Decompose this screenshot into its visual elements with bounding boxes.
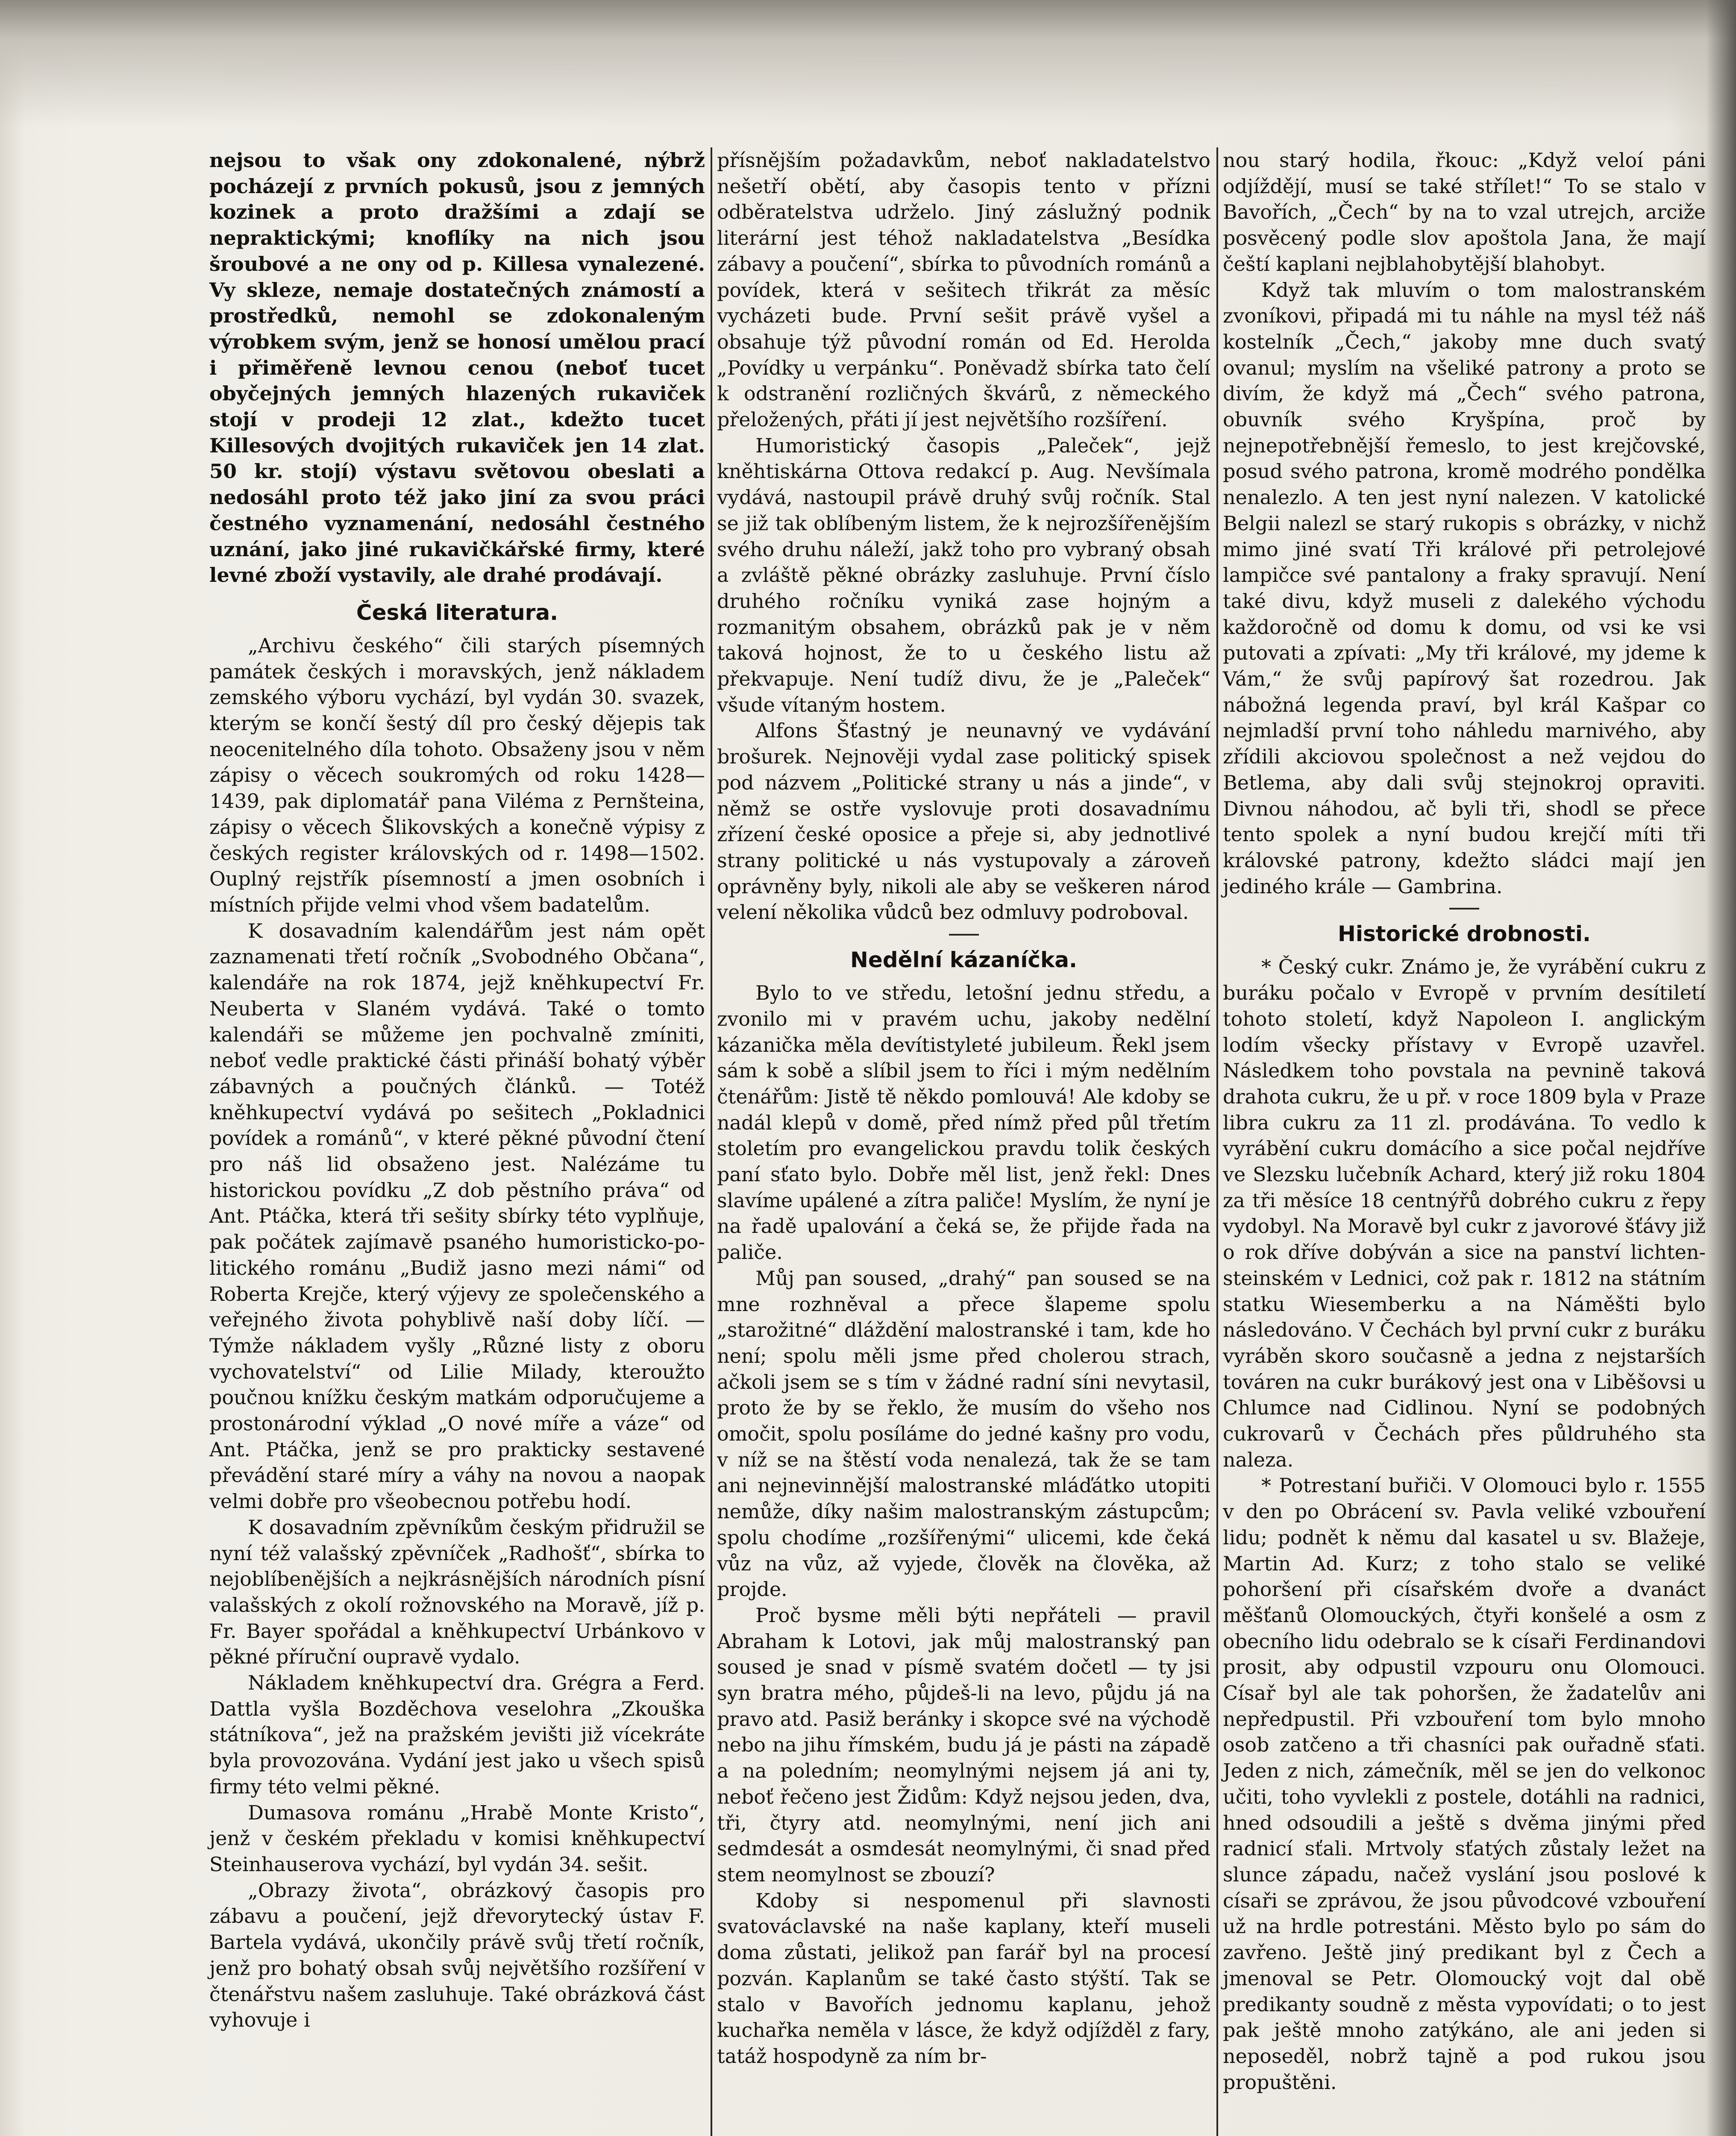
article-paragraph: Bylo to ve středu, letošní jednu středu, a zvonilo mi v pravém uchu, jakoby nedělní kázanička měla devítistyleté jubileum. Řekl jsem sám k sobě a slíbil jsem to říci i mým nedělním čtenářům: Jistě tě někdo pomlouvá! Ale kdoby se nadál klepů v domě, před nímž před půl třetím stoletím pro evangelickou pravdu tolik českých paní sťato bylo. Dobře měl list, jenž řekl: Dnes slavíme upálené a zítra paliče! Myslím, že nyní je na řadě upalování a čeká se, že přijde řada na paliče.: [717, 981, 1210, 1264]
article-paragraph: Kdoby si nespomenul při slavnosti svatováclavské na naše kaplany, kteří museli doma zůstati, jelikož pan farář byl na procesí pozván. Kaplanům se také často stýští. Tak se stalo v Bavořích jednomu kaplanu, jehož kuchařka neměla v lásce, že když odjížděl z fary, tatáž hospodyně za ním br-: [717, 1889, 1210, 2068]
article-paragraph: Nákladem kněhkupectví dra. Grégra a Ferd. Dattla vyšla Bozděchova veselohra „Zkouška státníkova“, jež na pražském jevišti již vícekráte byla provozována. Vydání jest jako u všech spisů firmy této velmi pěkné.: [209, 1671, 705, 1798]
article-paragraph: „Obrazy života“, obrázkový časopis pro zábavu a poučení, jejž dřevorytecký ústav F. Bartela vydává, ukončily právě svůj třetí ročník, jenž pro bohatý obsah svůj největšího rozšíření v čtenářstvu našem zasluhuje. Také obrázková část vyhovuje i: [209, 1878, 705, 2032]
section-heading-historicke-drobnosti: Historické drobnosti.: [1338, 921, 1591, 947]
article-paragraph: Můj pan soused, „drahý“ pan soused se na mne rozhněval a přece šlapeme spolu „starožitné“ dláždění malostranské i tam, kde ho není; spolu měli jsme před cholerou strach, ačkoli jsem se s tím v žádné radní síni nevytasil, proto že by se řeklo, že musím do všeho nos omočit, spolu posíláme do jedné kašny pro vodu, v níž se na štěstí voda nenalezá, tak že se tam ani nejnevinnější malostranské mláďátko utopiti nemůže, díky našim malostranským zástupcům; spolu chodíme „rozšířenými“ ulicemi, kde čeká vůz na vůz, až vyjede, člověk na člověka, až projde.: [717, 1266, 1210, 1601]
column-right: [1223, 147, 1706, 2095]
article-paragraph: K dosavadním zpěvníkům českým přidružil se nyní též valašský zpěvníček „Radhošť“, sbírka to nejoblíbenějších a nejkrásnějších národních písní valašských z okolí rožnovského na Moravě, jíž p. Fr. Bayer spořádal a kněhkupectví Urbánkovo v pěkné příruční oupravě vydalo.: [209, 1515, 705, 1669]
column-divider: [711, 147, 712, 2136]
article-paragraph: Proč bysme měli býti nepřáteli — pravil Abraham k Lotovi, jak můj malostranský pan soused je snad v písmě svatém dočetl — ty jsi syn bratra mého, půjdeš-li na levo, půjdu já na pravo atd. Pasiž beránky i skopce své na východě nebo na jihu římském, budu já je pásti na západě a na poledním; neomylnými nejsem já ani ty, neboť řečeno jest Židům: Když nejsou jeden, dva, tři, čtyry atd. neomylnými, není jich ani sedmdesát a osmdesát neomylnými, či snad před stem neomylnost se zbouzí?: [717, 1603, 1210, 1886]
article-paragraph: Dumasova románu „Hrabě Monte Kristo“, jenž v českém překladu v komisi kněhkupectví Steinhauserova vychází, byl vydán 34. sešit.: [209, 1801, 705, 1876]
column-left: [209, 147, 705, 2033]
article-paragraph: Humoristický časopis „Paleček“, jejž kněhtiskárna Ottova redakcí p. Aug. Nevšímala vydává, nastoupil právě druhý svůj ročník. Stal se již tak oblíbeným listem, že k nejrozšířenějším svého druhu náleží, jakž toho pro vybraný obsah a zvláště pěkné obrázky zasluhuje. První číslo druhého ročníku vyniká zase hojným a rozmanitým obsahem, obrázků pak je v něm taková hojnost, že to u českého listu až překvapuje. Není tudíž divu, že je „Paleček“ všude vítaným hostem.: [717, 434, 1210, 716]
article-paragraph: * Potrestaní buřiči. V Olomouci bylo r. 1555 v den po Obrácení sv. Pavla veliké vzbouření lidu; podnět k němu dal kasatel u sv. Blažeje, Martin Ad. Kurz; z toho stalo se veliké pohoršení při císařském dvoře a dvanáct měšťanů Olomouckých, čtyři konšelé a osm z obecního lidu odebralo se k císaři Ferdinandovi prosit, aby odpustil vzpouru onu Olomouci. Císař byl ale tak pohoršen, že žadatelův ani nepředpustil. Při vzbouření tom bylo mnoho osob zatčeno a tři chasníci pak ouřadně sťati. Jeden z nich, zámečník, měl se jen do velkonoc učiti, toho vyvlekli z postele, dotáhli na radnici, hned odsoudili a ještě s dvěma jinými před radnicí sťali. Mrtvoly sťatých zůstaly ležet na slunce západu, načež vyslání jsou poslové k císaři se zprávou, že jsou původcové vzbouření už na hrdle potrestáni. Město bylo po sám do zavřeno. Ještě jiný predikant byl z Čech a jmenoval se Petr. Olomoucký vojt dal obě predikanty soudně z města vypovídati; o to jest pak ještě mnoho zatýkáno, ale ani jeden si neposeděl, nobrž tajně a pod rukou jsou propuštěni.: [1223, 1474, 1706, 2094]
column-middle: [717, 147, 1210, 2069]
article-paragraph: K dosavadním kalendářům jest nám opět zaznamenati třetí ročník „Svobodného Občana“, kalendáře na rok 1874, jejž kněhkupectví Fr. Neuberta v Slaném vydává. Také o tomto kalendáři se můžeme jen pochvalně zmíniti, neboť vedle praktické části přináší bohatý výběr zábavných a poučných článků. — Totéž kněhkupectví vydává po sešitech „Pokladnici povídek a románů“, v které pěkné původní čtení pro náš lid obsaženo jest. Nalézáme tu historickou povídku „Z dob pěstního práva“ od Ant. Ptáčka, která tři sešity sbírky této vyplňuje, pak počátek zajímavě psaného humoristicko-politického románu „Budiž jasno mezi námi“ od Roberta Krejče, který výjevy ze společenského a veřejného života pohyblivě naší doby líčí. — Týmže nákladem vyšly „Různé listy z oboru vychovatelství“ od Lilie Milady, kteroužto poučnou knížku českým matkám odporučujeme a prostonárodní výklad „O nové míře a váze“ od Ant. Ptáčka, jenž se pro prakticky sestavené převádění staré míry a váhy na novou a naopak velmi dobře pro všeobecnou potřebu hodí.: [209, 919, 705, 1513]
article-paragraph: * Český cukr. Známo je, že vyrábění cukru z buráku počalo v Evropě v prvním desítiletí tohoto století, když Napoleon I. anglickým lodím všecky přístavy v Evropě uzavřel. Následkem toho povstala na pevnině taková drahota cukru, že u př. v roce 1809 byla v Praze libra cukru za 11 zl. prodávána. To vedlo k vyrábění cukru domácího a sice počal nejdříve ve Slezsku lučebník Achard, který již roku 1804 za tři měsíce 18 centnýřů dobrého cukru z řepy vydobyl. Na Moravě byl cukr z javorové šťávy již o rok dříve dobýván a sice na panství lichtensteinském v Lednici, což pak r. 1812 na státním statku Wiesemberku a na Náměšti bylo následováno. V Čechách byl první cukr z buráku vyráběn skoro současně a jedna z nejstarších továren na cukr burákový jest ona v Liběšovsi u Chlumce nad Cidlinou. Nyní se podobných cukrovarů v Čechách přes půldruhého sta naleza.: [1223, 955, 1706, 1471]
article-paragraph: přísnějším požadavkům, neboť nakladatelstvo nešetří obětí, aby časopis tento v přízni odběratelstva udrželo. Jiný záslužný podnik literární jest téhož nakladatelstva „Besídka zábavy a poučení“, sbírka to původních románů a povídek, která v sešitech třikrát za měsíc vycházeti bude. První sešit právě vyšel a obsahuje týž původní román od Ed. Herolda „Povídky u verpánku“. Poněvadž sbírka tato čelí k odstranění rozličných škvárů, z německého přeložených, přáti jí jest největšího rozšíření.: [717, 149, 1210, 431]
section-heading-nedelni-kazanicka: Nedělní kázaníčka.: [850, 948, 1077, 973]
article-paragraph: „Archivu českého“ čili starých písemných památek českých i moravských, jenž nákladem zemského výboru vychází, byl vydán 30. svazek, kterým se končí šestý díl pro český dějepis tak neocenitelného díla tohoto. Obsaženy jsou v něm zápisy o věcech soukromých od roku 1428—1439, pak diplomatář pana Viléma z Pernšteina, zápisy o věcech Šlikovských a konečně výpisy z českých register královských od r. 1498—1502. Ouplný rejstřík písemností a jmen osobních i místních přijde velmi vhod všem badatelům.: [209, 634, 705, 916]
article-paragraph: Když tak mluvím o tom malostranském zvoníkovi, připadá mi tu náhle na mysl též náš kostelník „Čech,“ jakoby mne duch svatý ovanul; myslím na všeliké patrony a proto se divím, že když má „Čech“ svého patrona, obuvník svého Kryšpína, proč by nejnepotřebnější řemeslo, to jest krejčovské, posud svého patrona, kromě modrého pondělka nenalezlo. A ten jest nyní nalezen. V katolické Belgii nalezl se starý rukopis s obrázky, v nichž mimo jiné svatí Tři králové při petrolejové lampičce své pantalony a fraky spravují. Není také divu, když museli z dalekého východu každoročně od domu k domu, od vsi ke vsi putovati a zpívati: „My tři králové, my jdeme k Vám,“ že svůj papírový šat rozedrou. Jak nábožná legenda praví, byl král Kašpar co nejmladší první toho náhledu marnivého, aby zřídili akciovou společnost a než vejdou do Betlema, aby dali svůj stejnokroj opraviti. Divnou náhodou, ač byli tři, shodl se přece tento spolek a nyní budou krejčí míti tři královské patrony, kdežto sládci mají jen jediného krále — Gambrina.: [1223, 278, 1706, 898]
article-paragraph: nejsou to však ony zdokonalené, nýbrž pocházejí z prvních pokusů, jsou z jemných kozinek a proto dražšími a zdají se nepraktickými; knoflíky na nich jsou šroubové a ne ony od p. Killesa vynalezené. Vy skleze, nemaje dostatečných známostí a prostředků, nemohl se zdokonaleným výrobkem svým, jenž se honosí umělou prací i přiměřeně levnou cenou (neboť tucet obyčejných jemných hlazených rukaviček stojí v prodeji 12 zlat., kdežto tucet Killesových dvojitých rukaviček jen 14 zlat. 50 kr. stojí) výstavu světovou obeslati a nedosáhl proto též jako jiní za svou práci čestného vyznamenání, nedosáhl čestného uznání, jako jiné rukavičkářské firmy, které levné zboží vystavily, ale drahé prodávají.: [209, 149, 705, 587]
scan-right-edge: [1706, 0, 1736, 2136]
scan-top-shadow: [0, 0, 1736, 128]
article-paragraph: nou starý hodila, řkouc: „Když veloí páni odjíždějí, musí se také střílet!“ To se stalo v Bavořích, „Čech“ by na to vzal utrejch, arciže posvěcený podle slov apoštola Jana, že mají čeští kaplani nejblahobytější blahobyt.: [1223, 149, 1706, 276]
section-heading-ceska-literatura: Česká literatura.: [356, 600, 558, 625]
section-separator: [949, 934, 979, 936]
section-separator: [1449, 908, 1479, 910]
article-paragraph: Alfons Šťastný je neunavný ve vydávání brošurek. Nejnověji vydal zase politický spisek pod názvem „Politické strany u nás a jinde“, v němž se ostře vyslovuje proti dosavadnímu zřízení české oposice a přeje si, aby jednotlivé strany politické u nás vystupovaly a zároveň oprávněny byly, nikoli ale aby se veškeren národ velení několika vůdců bez odmluvy podroboval.: [717, 719, 1210, 924]
column-divider: [1216, 147, 1218, 2136]
